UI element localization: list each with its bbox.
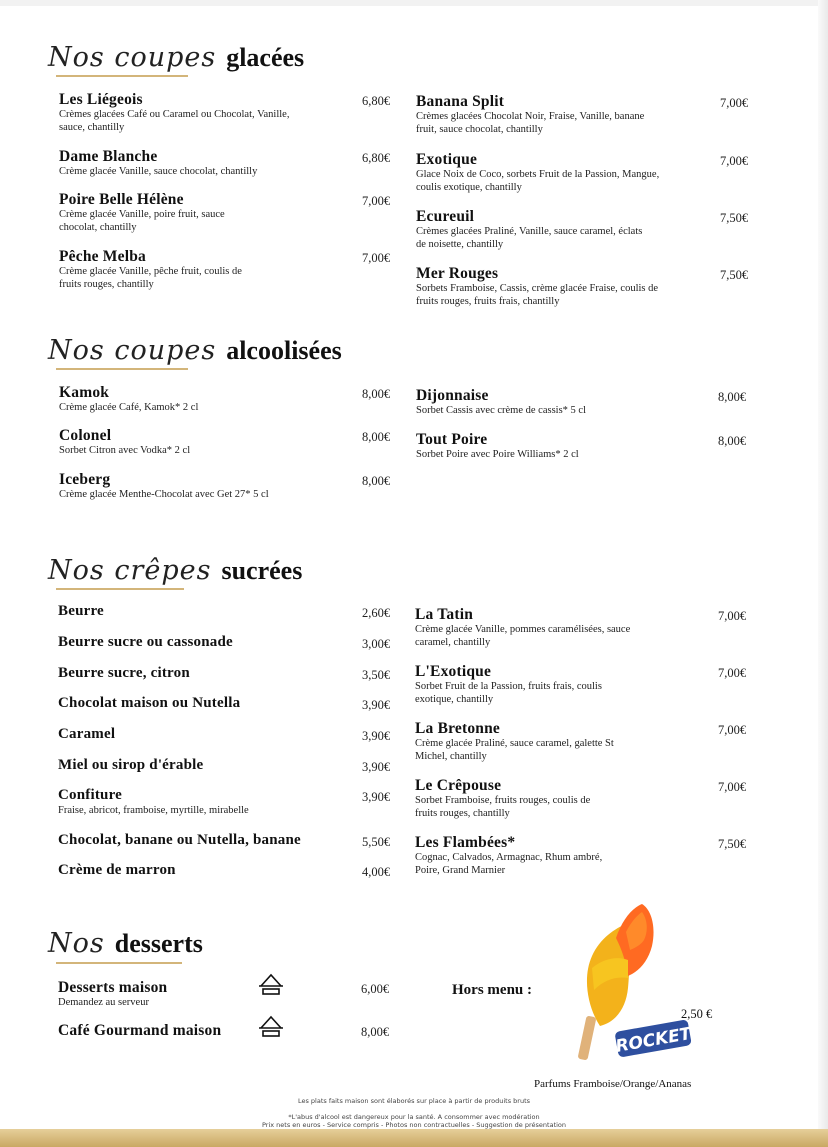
hors-menu-label: Hors menu : <box>452 982 532 998</box>
parfums-text: Parfums Framboise/Orange/Ananas <box>534 1078 692 1090</box>
menu-item: Crème de marron <box>58 862 176 878</box>
footer-line: *L'abus d'alcool est dangereux pour la santé. A consommer avec modération <box>288 1113 540 1121</box>
menu-item: La Tatin Crème glacée Vanille, pommes caramélisées, sauce caramel, chantilly <box>415 606 631 648</box>
item-price: 3,90€ <box>362 760 391 774</box>
house-made-icon <box>257 1015 285 1042</box>
menu-item: Mer Rouges Sorbets Framboise, Cassis, crème glacée Fraise, coulis de fruits rouges, fruits frais, chantilly <box>416 265 659 307</box>
menu-item: Café Gourmand maison <box>58 1022 222 1039</box>
section-title-desserts: Nos desserts <box>48 928 203 959</box>
house-made-icon <box>257 1015 285 1039</box>
item-price: 8,00€ <box>362 387 391 401</box>
footer-band <box>0 1129 828 1147</box>
footer-line: Prix nets en euros - Service compris - Photos non contractuelles - Suggestion de présentation <box>261 1121 567 1129</box>
item-price: 8,00€ <box>362 430 391 444</box>
menu-item: La Bretonne Crème glacée Praliné, sauce caramel, galette St Michel, chantilly <box>415 720 614 762</box>
menu-item: Confiture Fraise, abricot, framboise, myrtille, mirabelle <box>58 787 249 816</box>
menu-item: Exotique Glace Noix de Coco, sorbets Fruit de la Passion, Mangue, coulis exotique, chantilly <box>416 151 660 193</box>
section-title-crepes: Nos crêpes sucrées <box>48 555 303 586</box>
item-price: 8,00€ <box>361 1025 390 1039</box>
menu-item: Beurre <box>58 603 104 619</box>
page-right-edge <box>818 0 828 1147</box>
item-price: 4,00€ <box>362 865 391 879</box>
menu-item: Beurre sucre, citron <box>58 665 190 681</box>
menu-item: Colonel Sorbet Citron avec Vodka* 2 cl <box>59 427 191 456</box>
footer-line: Les plats faits maison sont élaborés sur place à partir de produits bruts <box>297 1097 531 1105</box>
section-underline <box>56 962 182 964</box>
item-price: 7,50€ <box>720 211 749 225</box>
item-price: 7,00€ <box>362 194 391 208</box>
house-made-icon <box>257 973 285 997</box>
item-price: 7,00€ <box>718 780 747 794</box>
item-price: 8,00€ <box>718 390 747 404</box>
section-title-coupes-alcoolisees: Nos coupes alcoolisées <box>48 335 342 366</box>
item-price: 7,00€ <box>362 251 391 265</box>
item-price: 5,50€ <box>362 835 391 849</box>
rocket-brand-logo: ROCKET <box>614 1023 693 1057</box>
item-price: 3,90€ <box>362 698 391 712</box>
item-price: 7,00€ <box>720 96 749 110</box>
item-price: 7,00€ <box>718 723 747 737</box>
item-price: 6,80€ <box>362 94 391 108</box>
menu-item: L'Exotique Sorbet Fruit de la Passion, fruits frais, coulis exotique, chantilly <box>415 663 602 705</box>
item-price: 7,00€ <box>720 154 749 168</box>
item-price: 3,90€ <box>362 729 391 743</box>
item-price: 3,00€ <box>362 637 391 651</box>
menu-item: Miel ou sirop d'érable <box>58 757 204 773</box>
page-top-edge <box>0 0 828 6</box>
house-made-icon <box>257 973 285 1000</box>
menu-item: Les Flambées* Cognac, Calvados, Armagnac, Rhum ambré, Poire, Grand Marnier <box>415 834 603 876</box>
item-price: 2,60€ <box>362 606 391 620</box>
menu-item: Desserts maison Demandez au serveur <box>58 979 168 1008</box>
item-price: 3,50€ <box>362 668 391 682</box>
menu-item: Pêche Melba Crème glacée Vanille, pêche fruit, coulis de fruits rouges, chantilly <box>59 248 242 290</box>
item-price: 6,80€ <box>362 151 391 165</box>
menu-item: Chocolat, banane ou Nutella, banane <box>58 832 301 848</box>
menu-item: Dame Blanche Crème glacée Vanille, sauce chocolat, chantilly <box>59 148 258 177</box>
menu-item: Poire Belle Hélène Crème glacée Vanille, poire fruit, sauce chocolat, chantilly <box>59 191 225 233</box>
menu-item: Caramel <box>58 726 116 742</box>
section-underline <box>56 588 184 590</box>
item-price: 3,90€ <box>362 790 391 804</box>
menu-item: Chocolat maison ou Nutella <box>58 695 241 711</box>
menu-item: Le Crêpouse Sorbet Framboise, fruits rouges, coulis de fruits rouges, chantilly <box>415 777 591 819</box>
item-price: 7,00€ <box>718 609 747 623</box>
menu-item: Banana Split Crèmes glacées Chocolat Noir, Fraise, Vanille, banane fruit, sauce chocolat, chantilly <box>416 93 645 135</box>
menu-item: Dijonnaise Sorbet Cassis avec crème de cassis* 5 cl <box>416 387 586 416</box>
rocket-popsicle-image <box>570 898 700 1067</box>
menu-item: Kamok Crème glacée Café, Kamok* 2 cl <box>59 384 199 413</box>
section-underline <box>56 368 188 370</box>
item-price: 7,00€ <box>718 666 747 680</box>
section-title-coupes-glacees: Nos coupes glacées <box>48 42 305 73</box>
item-price: 8,00€ <box>362 474 391 488</box>
menu-item: Les Liégeois Crèmes glacées Café ou Caramel ou Chocolat, Vanille, sauce, chantilly <box>59 91 290 133</box>
section-underline <box>56 75 188 77</box>
item-price: 8,00€ <box>718 434 747 448</box>
item-price: 7,50€ <box>720 268 749 282</box>
item-price: 6,00€ <box>361 982 390 996</box>
item-price: 7,50€ <box>718 837 747 851</box>
menu-item: Tout Poire Sorbet Poire avec Poire Williams* 2 cl <box>416 431 579 460</box>
hors-menu-price: 2,50 € <box>681 1007 713 1021</box>
menu-item: Beurre sucre ou cassonade <box>58 634 233 650</box>
menu-item: Ecureuil Crèmes glacées Praliné, Vanille, sauce caramel, éclats de noisette, chantilly <box>416 208 643 250</box>
menu-item: Iceberg Crème glacée Menthe-Chocolat avec Get 27* 5 cl <box>59 471 269 500</box>
